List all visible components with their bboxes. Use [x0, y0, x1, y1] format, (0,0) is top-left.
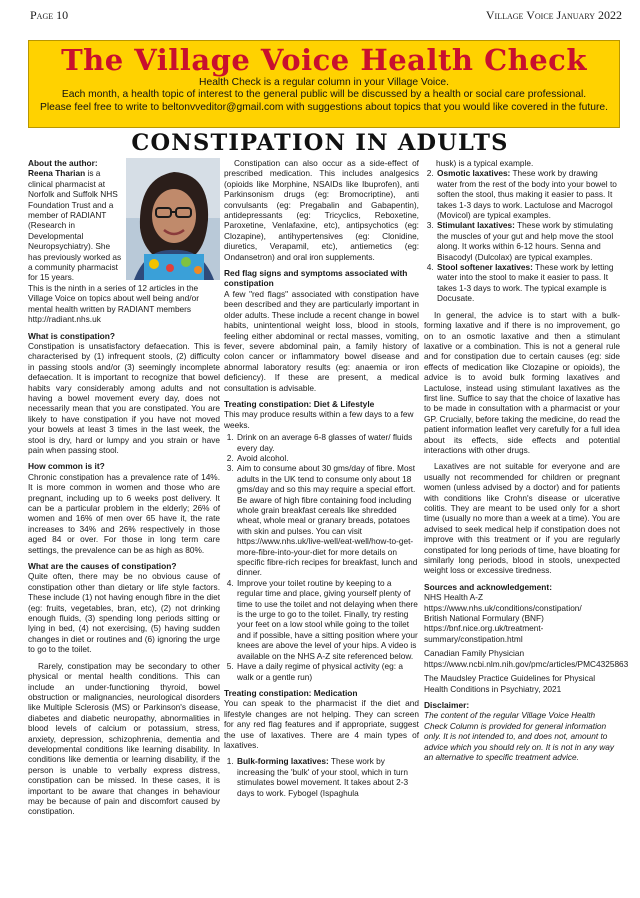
- what-is-heading: What is constipation?: [28, 330, 116, 341]
- laxative-name: Osmotic laxatives:: [437, 168, 511, 179]
- about-author: [28, 158, 220, 325]
- banner-title: The Village Voice Health Check: [61, 43, 587, 77]
- radiant-link[interactable]: http://radiant.nhs.uk: [28, 314, 101, 325]
- diet-list: [224, 432, 419, 682]
- laxative-continued: husk) is a typical example.: [436, 158, 534, 168]
- source-link[interactable]: https://www.nhs.uk/conditions/constipation/: [424, 602, 582, 613]
- how-common-text: Chronic constipation has a prevalence rate of 14%. It is more common in women and those who are pregnant, including up to 6 weeks post delivery. It can be a particular problem in the elderly; 26% of women and 16% of men over 65 have it, the rate increases to 34% and 26% respectively in those aged 84 or over. For those in long term care settings, the prevalence can be as high as 80%.: [28, 471, 220, 555]
- page-number: Page 10: [30, 8, 69, 22]
- sources-heading: Sources and acknowledgement:: [424, 581, 552, 592]
- list-item: 2. Avoid alcohol.: [236, 453, 419, 463]
- health-check-banner: [28, 40, 620, 128]
- causes-text-1: Quite often, there may be no obvious cause of constipation other than dietary or life style factors. These include (1) not having enough fibre in the diet (eg: fruits, vegetables, bran, etc), (2) not drinking enough fluids, (3) spending long periods sitting or lying in bed, (4) not exercising, (5) having sudden changes in diet or routines and (6) ignoring the urge to go to the toilet.: [28, 571, 220, 655]
- diet-heading: Treating constipation: Diet & Lifestyle: [224, 398, 375, 409]
- not-suitable-text: Laxatives are not suitable for everyone and are usually not recommended for children or pregnant women (unless advised by a doctor) and for patients with conditions like Crohn's disease or ulcerative colitis. They are meant to be used only for a short time (usually no more than a week at a time). You are advised to seek medical help if constipation does not improve with this treatment or if you are regularly constipated for long periods of time, have bloating for similarly long periods, blood in stools, unexpected weight loss or excessive tiredness.: [424, 461, 621, 576]
- banner-line-2: Each month, a health topic of interest to the general public will be discussed by a health or social care professional.: [61, 89, 587, 101]
- list-item: [436, 220, 620, 262]
- general-advice-text: In general, the advice is to start with a bulk-forming laxative and if there is no improvement, go on to an osmotic laxative and then a stimulant laxative or a combination. This is not a general rule and for constipation due to certain causes (eg: side effects of medication like Clozapine or opioids), the advice is to avoid bulk forming laxatives and Lactulose, instead using stimulant laxatives as the first line. Suffice to say that the choice of laxative has to be made in consultation with a pharmacist or your GP. Crucially, before taking the medicine, do read the patient information leaflet very carefully for a full idea about its effects, side effects and potential interactions with other drugs.: [424, 309, 620, 455]
- source-link[interactable]: https://www.ncbi.nlm.nih.gov/pmc/articles/PMC4325863: [424, 658, 629, 669]
- source-4: The Maudsley Practice Guidelines for Physical Health Conditions in Psychiatry, 2021: [424, 673, 596, 694]
- column-2: [224, 158, 419, 798]
- list-item: [436, 262, 620, 304]
- source-name: Canadian Family Physician: [424, 648, 525, 659]
- medication-text: You can speak to the pharmacist if the diet and lifestyle changes are not helping. They can screen for any red flag features and if appropriate, suggest the use of laxatives. There are 4 main types of laxatives.: [224, 698, 419, 750]
- banner-line-3: Please feel free to write to beltonvveditor@gmail.com with suggestions about topics that you would like covered in the future.: [40, 101, 608, 113]
- author-bio-text: is a clinical pharmacist at Norfolk and Suffolk NHS Foundation Trust and a member of RADIANT (Research in Developmental Neuropsychiatry). She has previously worked as a community pharmacist for 15 years.: [28, 168, 122, 283]
- column-3: [424, 158, 629, 768]
- issue-label: Village Voice January 2022: [485, 8, 622, 22]
- list-item: 1. Drink on an average 6-8 glasses of water/ fluids every day.: [236, 432, 419, 453]
- causes-text-2: Rarely, constipation may be secondary to other physical or mental health conditions. This can include an under-functioning thyroid, bowel obstruction or malignancies, neurological disorders like Multiple Sclerosis (MS) or Parkinson's disease, diabetes and diabetic neuropathy, abnormalities in blood levels of calcium or potassium, stress, anxiety, depression, schizophrenia, dementia and developmental conditions like learning disability. In conditions like dementia or learning disability, if the person is unable to verbally express distress, constipation can be missed. In these cases, it is important to be aware that changes in behaviour may be because of pain and discomfort caused by constipation.: [28, 660, 220, 817]
- list-item: 3. Aim to consume about 30 gms/day of fibre. Most adults in the UK tend to consume only about 18 gms/day and so this may require a special effort. Be aware of high fibre containing food including whole grain breakfast cereals like shredded wheat, whole meal or granary breads, potatoes with skin and pulses. You can visit https://www.nhs.uk/live-well/eat-well/how-to-get-more-fibre-into-your-diet for more details on specific fibre-rich recipes for breakfast, lunch and dinner.: [236, 463, 419, 577]
- what-is-text: Constipation is unsatisfactory defaecation. This is characterised by (1) infrequent stools, (2) difficulty in passing stools and/or (3) seemingly incomplete defaecation. It is important to recognize that bowel habits vary considerably among adults and not having a bowel movement every day, does not necessarily mean that you are constipated. You are likely to have constipation if you have not moved your bowels at least 3 times in the last week, the stool is dry, hard or lumpy and you strain or have pain when passing stool.: [28, 340, 220, 455]
- series-note: [28, 283, 220, 325]
- laxative-desc: These work by increasing the 'bulk' of your stool, which in turn stimulates bowel movement. It takes about 2-3 days to work. Fybogel (Ispaghula: [237, 756, 409, 798]
- how-common-heading: How common is it?: [28, 461, 105, 472]
- red-flag-heading: Red flag signs and symptoms associated with constipation: [224, 268, 408, 289]
- medication-heading: Treating constipation: Medication: [224, 687, 358, 698]
- laxative-name: Bulk-forming laxatives:: [237, 756, 329, 767]
- source-name: NHS Health A-Z: [424, 592, 484, 603]
- list-item: 5. Have a daily regime of physical activity (eg: a walk or a gentle run): [236, 661, 419, 682]
- diet-intro: This may produce results within a few days to a few weeks.: [224, 409, 414, 430]
- laxative-name: Stimulant laxatives:: [437, 220, 515, 231]
- red-flag-text: A few "red flags" associated with constipation have been described and they are particularly important in older adults. These include a recent change in bowel habits, unintentional weight loss, blood in stools, feeling either abdominal or rectal masses, vomiting, fever, severe abdominal pain, a family history of colon cancer or inflammatory bowel disease and abnormal laboratory results (eg: anaemia or iron deficiency). If these are present, a medical consultation is advisable.: [224, 288, 419, 393]
- causes-heading: What are the causes of constipation?: [28, 561, 177, 572]
- list-item: [236, 756, 419, 798]
- laxative-name: Stool softener laxatives:: [437, 262, 533, 273]
- disclaimer-heading: Disclaimer:: [424, 699, 470, 710]
- page-header: [30, 8, 622, 24]
- banner-line-1: Health Check is a regular column in your Village Voice.: [199, 77, 449, 88]
- source-name: British National Formulary (BNF): [424, 613, 544, 624]
- laxative-desc: These work by stimulating the muscles of your gut and help move the stool along. It works within 6-12 hours. Senna and Bisacodyl (Dulcolax) are typical examples.: [437, 220, 614, 262]
- laxative-desc: These work by drawing water from the rest of the body into your bowel to soften the stool, thus making it easier to pass. It takes 1-3 days to work. Lactulose and Macrogol (Movicol) are typical examples.: [437, 168, 617, 221]
- author-bio: [28, 158, 122, 283]
- about-heading: About the author:: [28, 158, 98, 168]
- list-item: 4. Improve your toilet routine by keeping to a regular time and place, giving yourself plenty of time to use the toilet and not delaying when there is the urge to go to the toilet. Finally, try resting your feet on a low stool while going to the toilet and if possible, have a sitting position where your knees are above the level of your hips. A video is available on the NHS A-Z site referenced below.: [236, 578, 419, 661]
- column-1: [28, 158, 220, 823]
- disclaimer-text: The content of the regular Village Voice Health Check Column is provided for general information only. It is not intended to, and does not, amount to advice which you should rely on. It is not in any way an alternative to specific treatment advice.: [424, 710, 615, 762]
- series-note-text: This is the ninth in a series of 12 articles in the Village Voice on topics about well being and/or mental health written by RADIANT members: [28, 282, 199, 314]
- source-1: [424, 592, 620, 644]
- source-link[interactable]: https://bnf.nice.org.uk/treatment-summary/constipation.html: [424, 623, 544, 644]
- source-3: [424, 648, 629, 669]
- laxative-list-continued: [424, 168, 620, 303]
- author-name: Reena Tharian: [28, 168, 86, 179]
- list-item: [436, 168, 620, 220]
- side-effect-text: Constipation can also occur as a side-effect of prescribed medication. This includes analgesics (opioids like Morphine, NSAIDs like Ibuprofen), anti Parkinsonism drugs (eg: Bromocriptine), anti convulsants (eg: Pregabalin and Gabapentin), antidepressants (eg: Tricyclics, Reboxetine, Paroxetine, Venlafaxine, etc), antipsychotics (eg: Clozapine), antihypertensives (eg: Clonidine, diuretics, Verapamil, etc), antiemetics (eg: Ondansetron) and oral iron supplements.: [224, 158, 419, 262]
- article-title: CONSTIPATION IN ADULTS: [131, 130, 509, 156]
- author-photo: [126, 158, 220, 280]
- laxative-list-start: [224, 756, 419, 798]
- laxative-desc: These work by letting water into the stool to make it easier to pass. It takes 1-3 days to work. The typical example is Docusate.: [437, 262, 614, 304]
